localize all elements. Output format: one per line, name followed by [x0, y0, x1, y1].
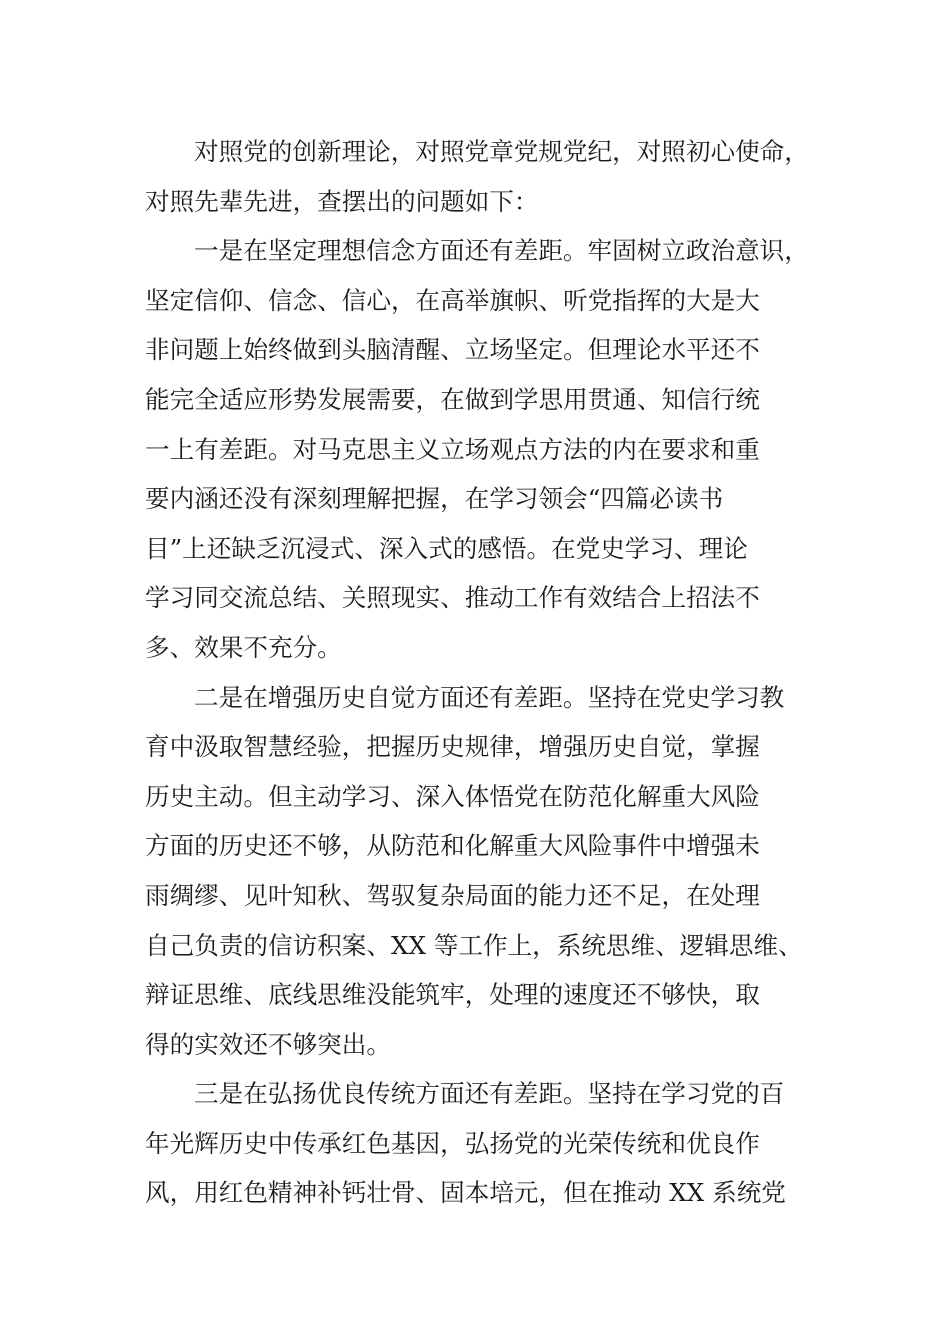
text-line: 得的实效还不够突出。: [145, 1029, 391, 1059]
text-line: 育中汲取智慧经验，把握历史规律，增强历史自觉，掌握: [145, 732, 760, 762]
text-line: 对照党的创新理论，对照党章党规党纪，对照初心使命，: [194, 137, 809, 166]
text-line: 年光辉历史中传承红色基因，弘扬党的光荣传统和优良作: [145, 1128, 760, 1158]
text-line: 坚定信仰、信念、信心，在高举旗帜、听党指挥的大是大: [145, 285, 760, 315]
paragraph-fine-traditions: [145, 1069, 825, 1218]
text-line: 要内涵还没有深刻理解把握，在学习领会“四篇必读书: [145, 484, 724, 514]
text-line: 雨绸缪、见叶知秋、驾驭复杂局面的能力还不足，在处理: [145, 880, 760, 910]
text-line: 一上有差距。对马克思主义立场观点方法的内在要求和重: [145, 434, 760, 464]
document-body: [145, 127, 825, 1218]
text-line: 多、效果不充分。: [145, 632, 342, 662]
text-line: 三是在弘扬优良传统方面还有差距。坚持在学习党的百: [194, 1079, 785, 1109]
paragraph-historical-awareness: [145, 673, 825, 1070]
text-line: 方面的历史还不够，从防范和化解重大风险事件中增强未: [145, 831, 760, 861]
text-line: 非问题上始终做到头脑清醒、立场坚定。但理论水平还不: [145, 335, 760, 365]
paragraph-ideals-beliefs: [145, 226, 825, 672]
text-line: 风，用红色精神补钙壮骨、固本培元，但在推动 XX 系统党: [145, 1178, 786, 1208]
text-line: 一是在坚定理想信念方面还有差距。牢固树立政治意识，: [194, 236, 809, 266]
text-line: 二是在增强历史自觉方面还有差距。坚持在党史学习教: [194, 682, 785, 712]
text-line: 能完全适应形势发展需要，在做到学思用贯通、知信行统: [145, 384, 760, 414]
text-line: 辩证思维、底线思维没能筑牢，处理的速度还不够快，取: [145, 980, 760, 1010]
text-line: 对照先辈先进，查摆出的问题如下：: [145, 186, 539, 216]
text-line: 学习同交流总结、关照现实、推动工作有效结合上招法不: [145, 583, 760, 613]
paragraph-intro: [145, 127, 825, 226]
text-line: 历史主动。但主动学习、深入体悟党在防范化解重大风险: [145, 781, 760, 811]
text-line: 目”上还缺乏沉浸式、深入式的感悟。在党史学习、理论: [145, 533, 748, 563]
text-line: 自己负责的信访积案、XX 等工作上，系统思维、逻辑思维、: [145, 930, 803, 960]
